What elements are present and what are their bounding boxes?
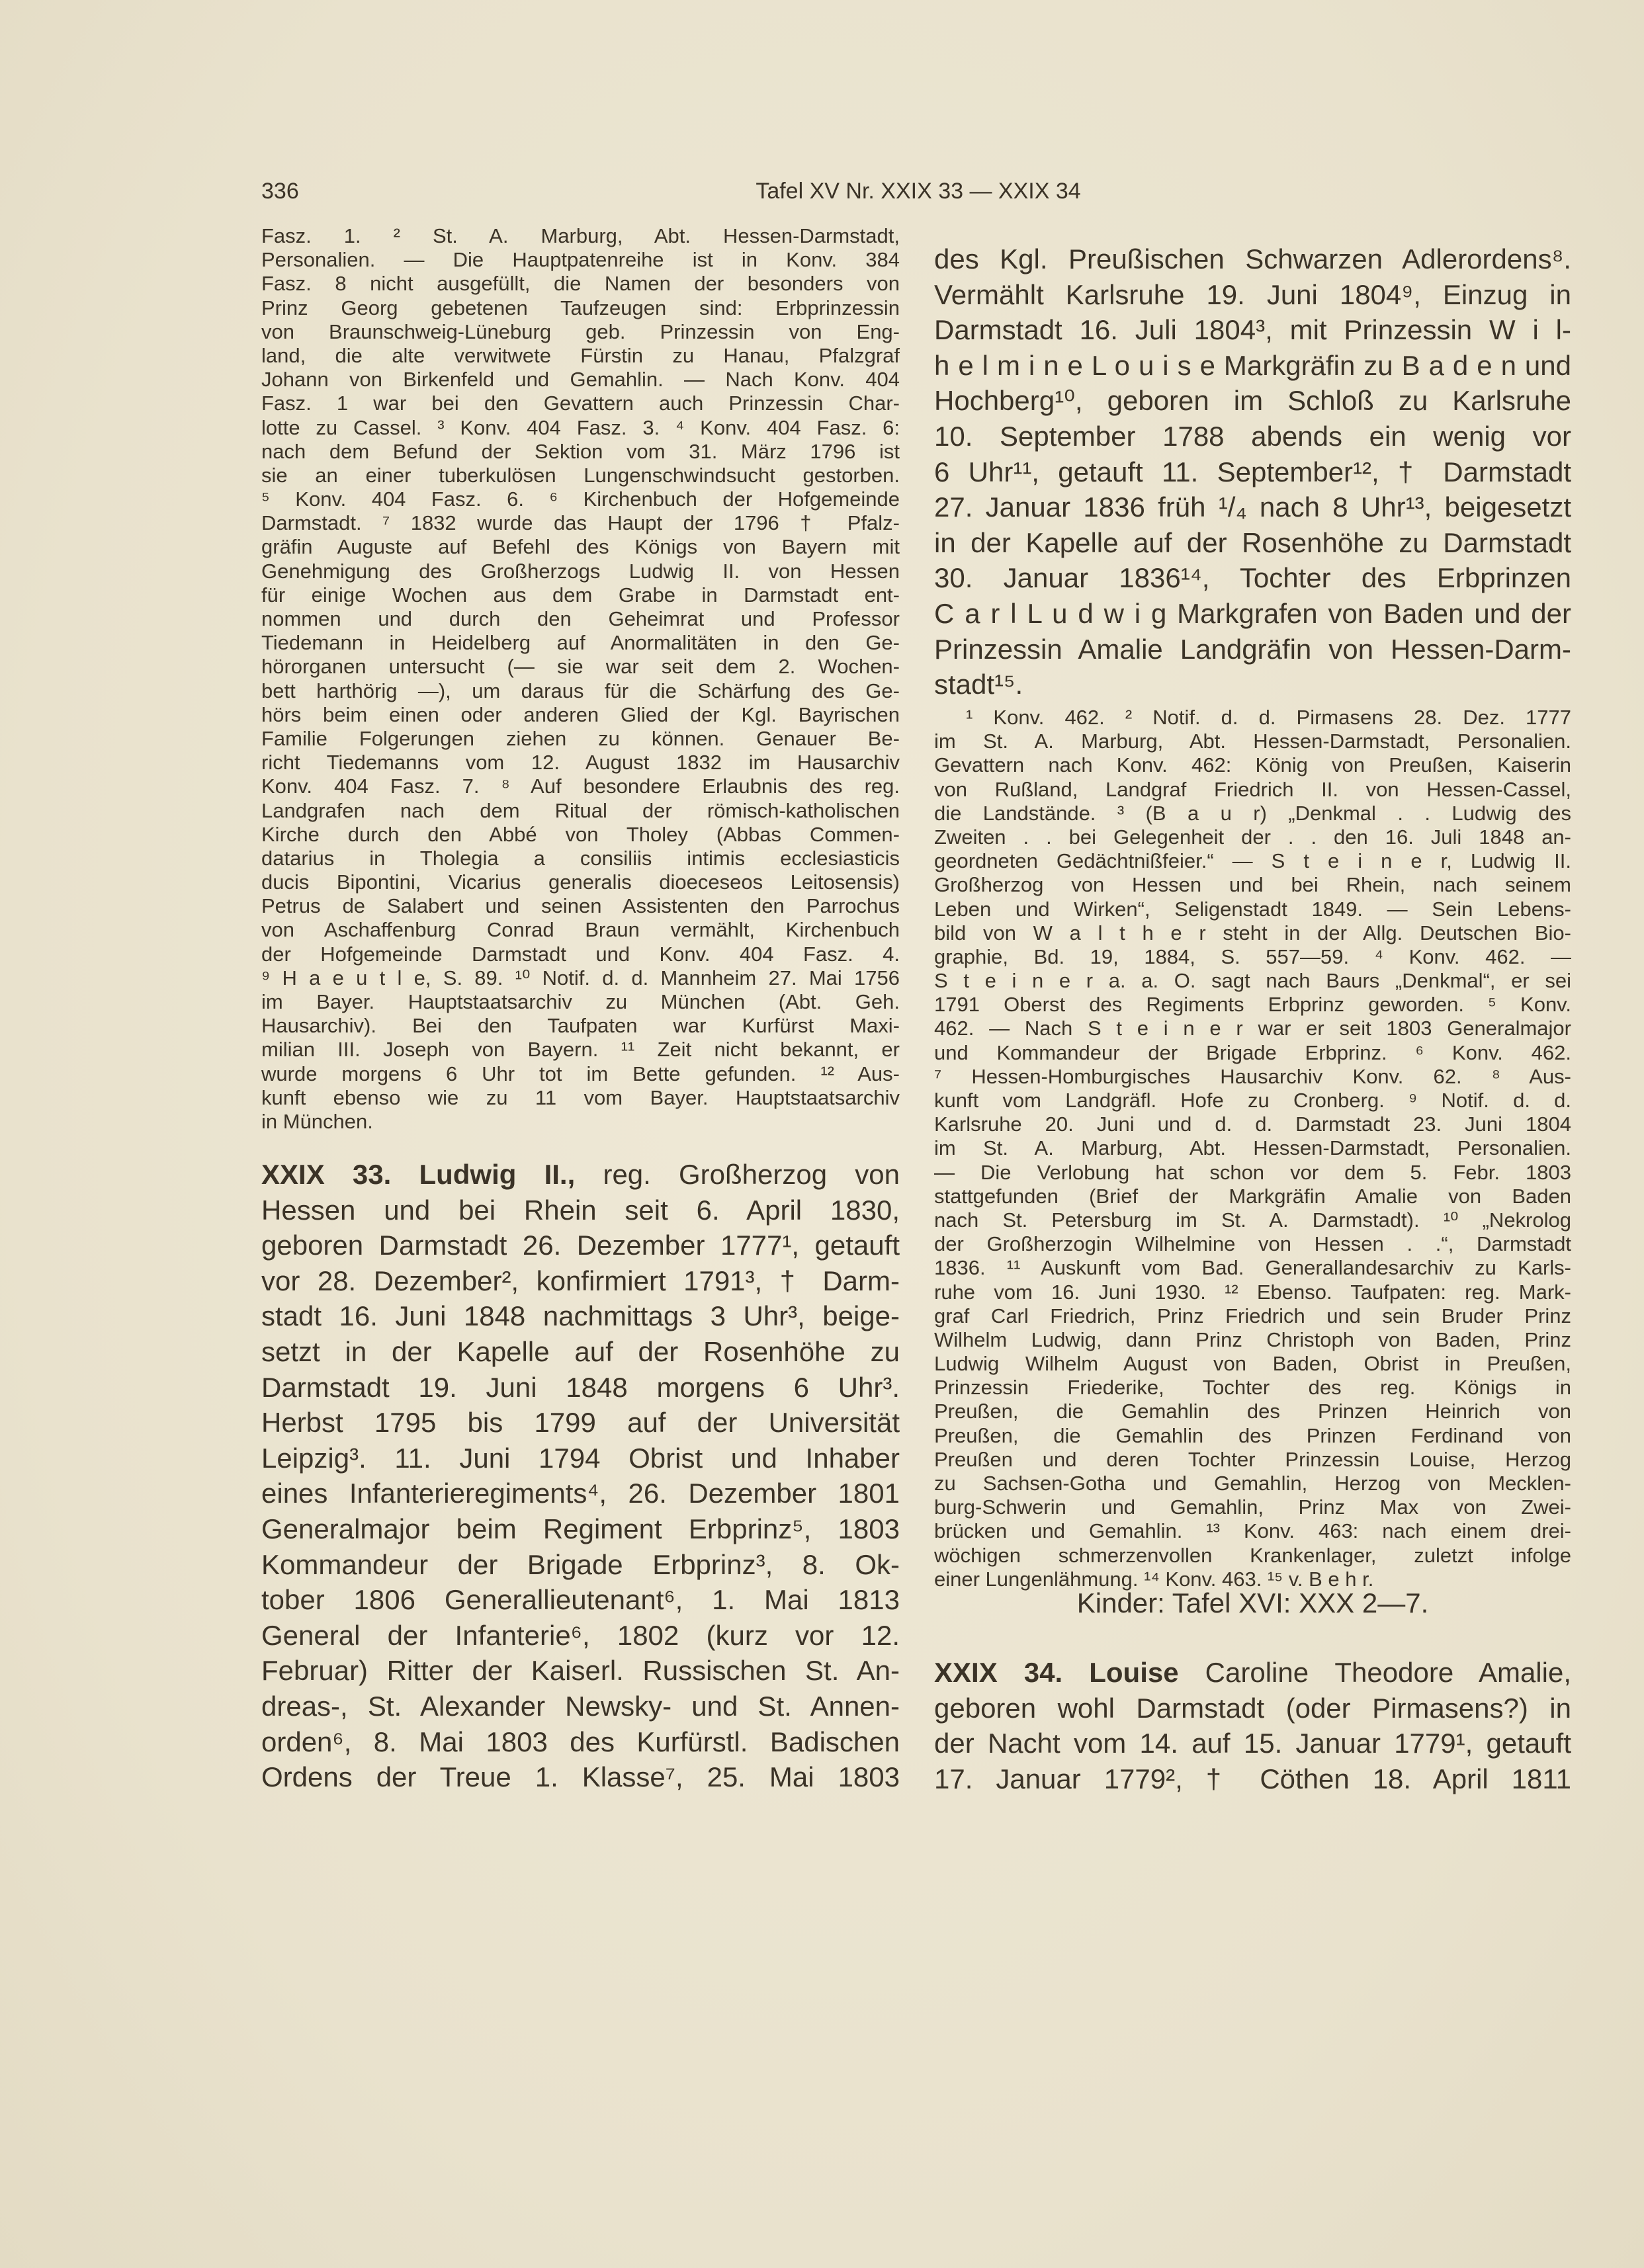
text-line: Genehmigung des Großherzogs Ludwig II. von Hessen — [261, 559, 900, 583]
text-line: Preußen und deren Tochter Prinzessin Louise, Herzog — [934, 1447, 1571, 1471]
text-line: Ludwig Wilhelm August von Baden, Obrist in Preußen, — [934, 1352, 1571, 1376]
entry-xxix-34 — [934, 1655, 1571, 1796]
text-line — [934, 1655, 1571, 1691]
text-line: für einige Wochen aus dem Grabe in Darmstadt ent- — [261, 583, 900, 607]
text-line: C a r l L u d w i g Markgrafen von Baden und der — [934, 597, 1571, 629]
text-line: Zweiten . . bei Gelegenheit der . . den 16. Juli 1848 an- — [934, 825, 1571, 849]
text-line: nach St. Petersburg im St. A. Darmstadt). ¹⁰ „Nekrolog — [934, 1208, 1571, 1232]
text-line: brücken und Gemahlin. ¹³ Konv. 463: nach einem drei- — [934, 1519, 1571, 1543]
text-line: Preußen, die Gemahlin des Prinzen Ferdinand von — [934, 1423, 1571, 1447]
text-line: Tiedemann in Heidelberg auf Anormalitäten in den Ge- — [261, 631, 900, 655]
text-line: einer Lungenlähmung. ¹⁴ Konv. 463. ¹⁵ v. B e h r. — [934, 1567, 1374, 1591]
text-line: Konv. 404 Fasz. 7. ⁸ Auf besondere Erlaubnis des reg. — [261, 775, 900, 798]
text-line: Landgrafen nach dem Ritual der römisch-katholischen — [261, 798, 900, 822]
text-line: ¹ Konv. 462. ² Notif. d. d. Pirmasens 28. Dez. 1777 — [966, 706, 1571, 729]
text-line: graphie, Bd. 19, 1884, S. 557—59. ⁴ Konv. 462. — — [934, 945, 1571, 968]
text-line: Hessen und bei Rhein seit 6. April 1830, — [261, 1194, 900, 1226]
text-line: vor 28. Dezember², konfirmiert 1791³, † Darm- — [261, 1265, 900, 1296]
text-line: orden⁶, 8. Mai 1803 des Kurfürstl. Badischen — [261, 1726, 900, 1757]
text-line: hörs beim einen oder anderen Glied der Kgl. Bayrischen — [261, 702, 900, 726]
text-line: von Rußland, Landgraf Friedrich II. von Hessen-Cassel, — [934, 777, 1571, 801]
text-line: Fasz. 8 nicht ausgefüllt, die Namen der besonders von — [261, 272, 900, 296]
text-line: Kommandeur der Brigade Erbprinz³, 8. Ok- — [261, 1548, 900, 1580]
text-line: tober 1806 Generallieutenant⁶, 1. Mai 1813 — [261, 1584, 900, 1616]
entry-heading: XXIX 33. Ludwig II., — [261, 1159, 576, 1190]
text-line: im St. A. Marburg, Abt. Hessen-Darmstadt, Personalien. — [934, 730, 1571, 753]
text-line: ⁵ Konv. 404 Fasz. 6. ⁶ Kirchenbuch der Hofgemeinde — [261, 487, 900, 511]
text-line: land, die alte verwitwete Fürstin zu Hanau, Pfalzgraf — [261, 343, 900, 367]
text-line: hörorganen untersucht (— sie war seit dem 2. Wochen- — [261, 655, 900, 679]
text-line: 27. Januar 1836 früh ¹/₄ nach 8 Uhr¹³, beigesetzt — [934, 491, 1571, 523]
text-line: Leipzig³. 11. Juni 1794 Obrist und Inhaber — [261, 1442, 900, 1474]
footnotes-left-column — [261, 224, 900, 1134]
text-line: zu Sachsen-Gotha und Gemahlin, Herzog von Mecklen- — [934, 1472, 1571, 1495]
text-line: Fasz. 1. ² St. A. Marburg, Abt. Hessen-Darmstadt, — [261, 224, 900, 247]
text-line: Darmstadt 16. Juli 1804³, mit Prinzessin W i l- — [934, 314, 1571, 346]
text-line: Wilhelm Ludwig, dann Prinz Christoph von Baden, Prinz — [934, 1327, 1571, 1351]
text-line: 1836. ¹¹ Auskunft vom Bad. Generallandesarchiv zu Karls- — [934, 1256, 1571, 1280]
text-line: stadt¹⁵. — [934, 669, 1023, 700]
text-line: Prinz Georg gebetenen Taufzeugen sind: Erbprinzessin — [261, 296, 900, 319]
footnotes-right-column — [934, 706, 1571, 1591]
text-line: bild von W a l t h e r steht in der Allg. Deutschen Bio- — [934, 921, 1571, 945]
text-line: General der Infanterie⁶, 1802 (kurz vor 12. — [261, 1619, 900, 1651]
text-line: Vermählt Karlsruhe 19. Juni 1804⁹, Einzug in — [934, 278, 1571, 310]
text-line: 10. September 1788 abends ein wenig vor — [934, 420, 1571, 452]
text-line: Darmstadt 19. Juni 1848 morgens 6 Uhr³. — [261, 1371, 900, 1403]
entry-text: reg. Großherzog von — [575, 1159, 900, 1190]
text-line: ⁷ Hessen-Homburgisches Hausarchiv Konv. 62. ⁸ Aus- — [934, 1064, 1571, 1088]
text-line: dreas-, St. Alexander Newsky- und St. Annen- — [261, 1690, 900, 1722]
text-line: stadt 16. Juni 1848 nachmittags 3 Uhr³, beige- — [261, 1300, 900, 1332]
text-line: ducis Bipontini, Vicarius generalis dioeceseos Leitosensis) — [261, 870, 900, 894]
text-line: im Bayer. Hauptstaatsarchiv zu München (Abt. Geh. — [261, 990, 900, 1013]
text-line: Großherzog von Hessen und bei Rhein, nach seinem — [934, 873, 1571, 897]
text-line: in München. — [261, 1109, 373, 1133]
text-line: geordneten Gedächtnißfeier.“ — S t e i n e r, Ludwig II. — [934, 849, 1571, 873]
text-line: der Hofgemeinde Darmstadt und Konv. 404 Fasz. 4. — [261, 942, 900, 966]
text-line: setzt in der Kapelle auf der Rosenhöhe zu — [261, 1335, 900, 1367]
text-line: ruhe vom 16. Juni 1930. ¹² Ebenso. Taufpaten: reg. Mark- — [934, 1280, 1571, 1304]
entry-heading: XXIX 34. Louise — [934, 1657, 1179, 1688]
text-line: geboren wohl Darmstadt (oder Pirmasens?) in — [934, 1692, 1571, 1724]
text-line: 30. Januar 1836¹⁴, Tochter des Erbprinzen — [934, 562, 1571, 594]
text-line: Herbst 1795 bis 1799 auf der Universität — [261, 1407, 900, 1439]
text-line: der Nacht vom 14. auf 15. Januar 1779¹, getauft — [934, 1728, 1571, 1759]
text-line: Hausarchiv). Bei den Taufpaten war Kurfürst Maxi- — [261, 1014, 900, 1038]
text-line: Gevattern nach Konv. 462: König von Preußen, Kaiserin — [934, 753, 1571, 777]
text-line: Petrus de Salabert und seinen Assistenten den Parrochus — [261, 894, 900, 918]
text-line: stattgefunden (Brief der Markgräfin Amalie von Baden — [934, 1184, 1571, 1208]
text-line: sie an einer tuberkulösen Lungenschwindsucht gestorben. — [261, 463, 900, 487]
text-line: geboren Darmstadt 26. Dezember 1777¹, getauft — [261, 1230, 900, 1261]
text-line: Personalien. — Die Hauptpatenreihe ist in Konv. 384 — [261, 248, 900, 272]
text-line: eines Infanterieregiments⁴, 26. Dezember 1801 — [261, 1478, 900, 1509]
text-line: Karlsruhe 20. Juni und d. d. Darmstadt 23. Juni 1804 — [934, 1113, 1571, 1136]
text-line: von Aschaffenburg Conrad Braun vermählt, Kirchenbuch — [261, 918, 900, 942]
text-line: Prinzessin Amalie Landgräfin von Hessen-Darm- — [934, 633, 1571, 665]
text-line: ⁹ H a e u t l e, S. 89. ¹⁰ Notif. d. d. Mannheim 27. Mai 1756 — [261, 966, 900, 989]
text-line: Kinder: Tafel XVI: XXX 2—7. — [1076, 1587, 1429, 1618]
text-line: wurde morgens 6 Uhr tot im Bette gefunden. ¹² Aus- — [261, 1062, 900, 1085]
text-line: h e l m i n e L o u i s e Markgräfin zu B a d e n und — [934, 349, 1571, 381]
text-line: von Braunschweig-Lüneburg geb. Prinzessin von Eng- — [261, 319, 900, 343]
text-line: richt Tiedemanns vom 12. August 1832 im Hausarchiv — [261, 751, 900, 775]
text-line: 1791 Oberst des Regiments Erbprinz geworden. ⁵ Konv. — [934, 993, 1571, 1017]
text-line: Fasz. 1 war bei den Gevattern auch Prinzessin Char- — [261, 392, 900, 415]
text-line: Kirche durch den Abbé von Tholey (Abbas Commen- — [261, 822, 900, 846]
text-line: Hochberg¹⁰, geboren im Schloß zu Karlsruhe — [934, 385, 1571, 417]
text-line: Leben und Wirken“, Seligenstadt 1849. — Sein Lebens- — [934, 897, 1571, 921]
text-line: in der Kapelle auf der Rosenhöhe zu Darmstadt — [934, 526, 1571, 558]
text-line: und Kommandeur der Brigade Erbprinz. ⁶ Konv. 462. — [934, 1040, 1571, 1064]
text-line: graf Carl Friedrich, Prinz Friedrich und sein Bruder Prinz — [934, 1304, 1571, 1327]
text-line: wöchigen schmerzenvollen Krankenlager, zuletzt infolge — [934, 1543, 1571, 1567]
text-line: kunft vom Landgräfl. Hofe zu Cronberg. ⁹ Notif. d. d. — [934, 1089, 1571, 1112]
text-line: 6 Uhr¹¹, getauft 11. September¹², † Darmstadt — [934, 456, 1571, 487]
text-line: kunft ebenso wie zu 11 vom Bayer. Hauptstaatsarchiv — [261, 1085, 900, 1109]
text-line: bett harthörig —), um daraus für die Schärfung des Ge- — [261, 679, 900, 702]
entry-text: Caroline Theodore Amalie, — [1178, 1657, 1571, 1688]
text-line: Prinzessin Friederike, Tochter des reg. Königs in — [934, 1376, 1571, 1400]
entry-xxix-33-continuation — [934, 241, 1571, 702]
text-line: nommen und durch den Geheimrat und Professor — [261, 607, 900, 630]
running-title: Tafel XV Nr. XXIX 33 — XXIX 34 — [756, 179, 1081, 204]
text-line: lotte zu Cassel. ³ Konv. 404 Fasz. 3. ⁴ Konv. 404 Fasz. 6: — [261, 415, 900, 439]
text-line: Johann von Birkenfeld und Gemahlin. — Nach Konv. 404 — [261, 368, 900, 392]
text-line: im St. A. Marburg, Abt. Hessen-Darmstadt, Personalien. — [934, 1136, 1571, 1160]
text-line: Ordens der Treue 1. Klasse⁷, 25. Mai 1803 — [261, 1761, 900, 1793]
text-line: des Kgl. Preußischen Schwarzen Adlerordens⁸. — [934, 243, 1571, 274]
text-line: — Die Verlobung hat schon vor dem 5. Febr. 1803 — [934, 1160, 1571, 1184]
text-line: gräfin Auguste auf Befehl des Königs von Bayern mit — [261, 535, 900, 559]
entry-xxix-33 — [261, 1157, 900, 1795]
text-line — [261, 1157, 900, 1193]
text-line: 462. — Nach S t e i n e r war er seit 1803 Generalmajor — [934, 1017, 1571, 1040]
text-line: 17. Januar 1779², † Cöthen 18. April 1811 — [934, 1763, 1571, 1794]
text-line: Familie Folgerungen ziehen zu können. Genauer Be- — [261, 726, 900, 750]
children-reference — [934, 1585, 1571, 1621]
text-line: der Großherzogin Wilhelmine von Hessen . .“, Darmstadt — [934, 1232, 1571, 1256]
text-line: Generalmajor beim Regiment Erbprinz⁵, 1803 — [261, 1513, 900, 1544]
text-line: S t e i n e r a. a. O. sagt nach Baurs „Denkmal“, er sei — [934, 969, 1571, 993]
text-line: burg-Schwerin und Gemahlin, Prinz Max von Zwei- — [934, 1495, 1571, 1519]
text-line: Februar) Ritter der Kaiserl. Russischen St. An- — [261, 1655, 900, 1687]
page-number: 336 — [261, 179, 299, 204]
text-line: nach dem Befund der Sektion vom 31. März 1796 ist — [261, 439, 900, 463]
text-line: Preußen, die Gemahlin des Prinzen Heinrich von — [934, 1400, 1571, 1423]
text-line: die Landstände. ³ (B a u r) „Denkmal . . Ludwig des — [934, 801, 1571, 825]
text-line: datarius in Tholegia a consiliis intimis ecclesiasticis — [261, 846, 900, 870]
text-line: milian III. Joseph von Bayern. ¹¹ Zeit nicht bekannt, er — [261, 1038, 900, 1062]
text-line: Darmstadt. ⁷ 1832 wurde das Haupt der 1796 † Pfalz- — [261, 511, 900, 535]
